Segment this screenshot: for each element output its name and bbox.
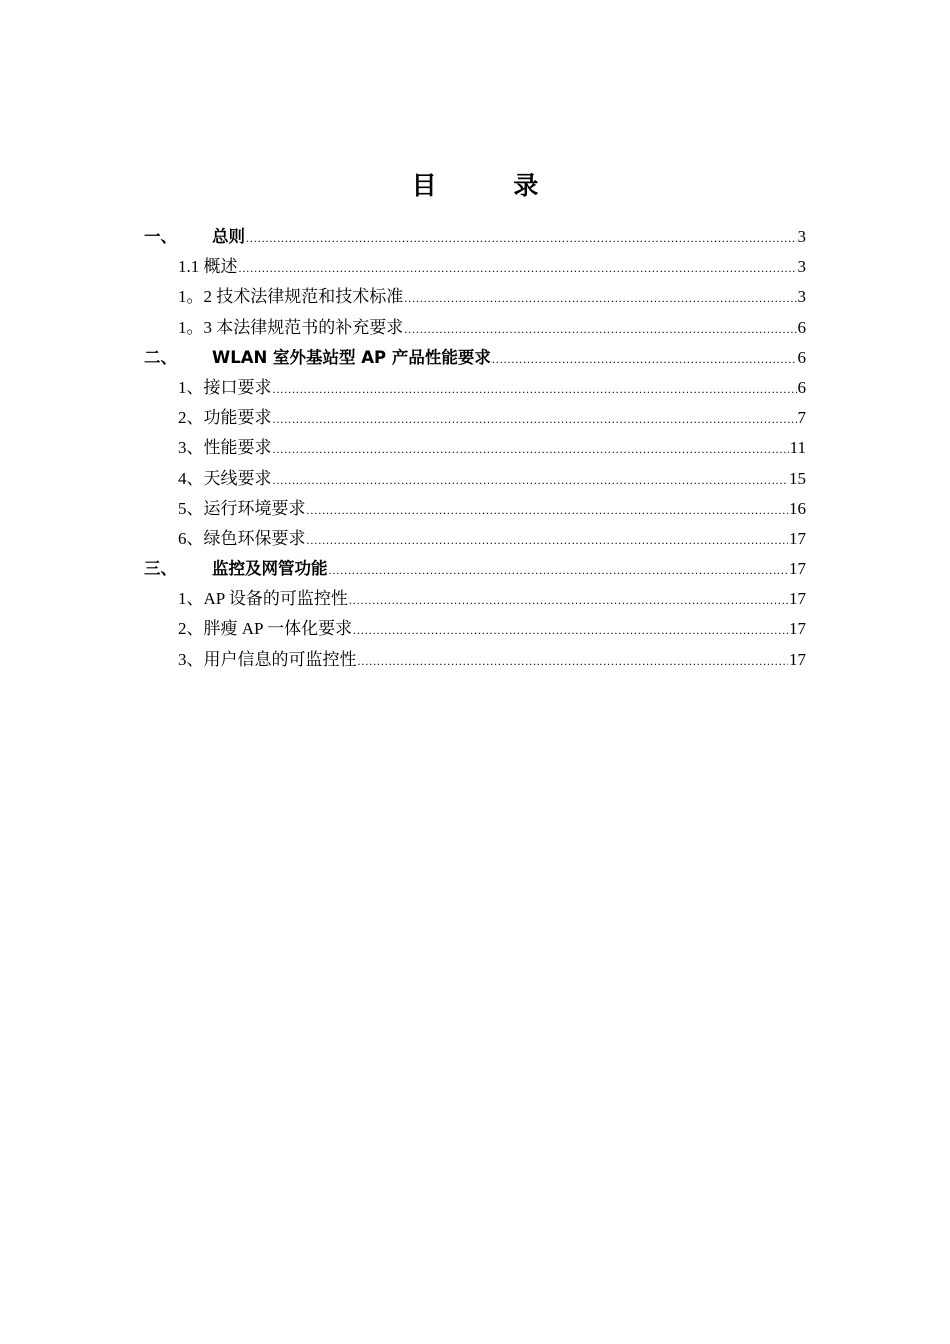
toc-entry-page: 15 [789,468,806,488]
toc-entry[interactable] [144,282,806,312]
toc-entry-page: 17 [789,559,806,579]
toc-dot-leader [246,223,797,253]
toc-entry[interactable] [144,222,806,252]
toc-entry-text: 2、功能要求 [178,408,272,428]
toc-entry-page: 16 [789,498,806,518]
toc-dot-leader [273,434,789,464]
toc-entry-number: 三、 [144,559,177,579]
toc-dot-leader [358,646,789,676]
toc-entry-page: 17 [789,589,806,609]
toc-entry-text: 总则 [212,227,245,246]
toc-entry[interactable] [144,524,806,554]
toc-entry[interactable] [144,313,806,343]
toc-dot-leader [273,404,797,434]
toc-entry-page: 6 [797,377,806,397]
toc-dot-leader [404,314,796,344]
toc-dot-leader [492,344,797,374]
toc-title: 目 录 [411,171,573,200]
toc-entry-text: 5、运行环境要求 [178,498,306,518]
toc-entry-number: 二、 [144,347,177,367]
toc-entry-text: 4、天线要求 [178,468,272,488]
toc-dot-leader [239,253,797,283]
toc-dot-leader [307,495,789,525]
toc-entry[interactable] [144,403,806,433]
toc-entry-page: 11 [789,438,806,458]
toc-entry[interactable] [144,584,806,614]
toc-entry-page: 3 [797,287,806,307]
toc-entry-page: 17 [789,649,806,669]
toc-dot-leader [273,374,797,404]
toc-entry-text: 1。2 技术法律规范和技术标准 [178,287,404,307]
toc-entry-page: 6 [797,317,806,337]
toc-entry-page: 17 [789,619,806,639]
toc-entry-text: 1、接口要求 [178,377,272,397]
toc-dot-leader [353,615,788,645]
toc-entry-text: 3、用户信息的可监控性 [178,649,357,669]
toc-entry-text: 1。3 本法律规范书的补充要求 [178,317,404,337]
toc-dot-leader [273,465,789,495]
toc-entry-text: 2、胖瘦 AP 一体化要求 [178,619,353,639]
toc-entry-page: 7 [797,408,806,428]
toc-entry[interactable] [144,252,806,282]
toc-entry[interactable] [144,614,806,644]
toc-entry[interactable] [144,645,806,675]
toc-entry-text: 6、绿色环保要求 [178,528,306,548]
toc-entry[interactable] [144,464,806,494]
toc-entry[interactable] [144,433,806,463]
toc-entry-text: 3、性能要求 [178,438,272,458]
toc-dot-leader [404,283,796,313]
toc-entry-text: 监控及网管功能 [212,559,328,579]
toc-entry[interactable] [144,494,806,524]
toc-entry-page: 3 [797,257,806,277]
toc-entry[interactable] [144,373,806,403]
toc-entry-text: 1.1 概述 [178,257,238,277]
toc-dot-leader [329,555,789,585]
toc-entry-page: 6 [797,347,806,367]
table-of-contents [144,222,806,675]
toc-entry-text: WLAN 室外基站型 AP 产品性能要求 [212,347,491,367]
toc-dot-leader [349,585,788,615]
toc-entry-number: 一、 [144,227,177,246]
toc-entry-text: 1、AP 设备的可监控性 [178,589,348,609]
toc-entry-page: 17 [789,528,806,548]
toc-entry[interactable] [144,343,806,373]
toc-entry[interactable] [144,554,806,584]
toc-dot-leader [307,525,789,555]
toc-entry-page: 3 [797,227,806,246]
